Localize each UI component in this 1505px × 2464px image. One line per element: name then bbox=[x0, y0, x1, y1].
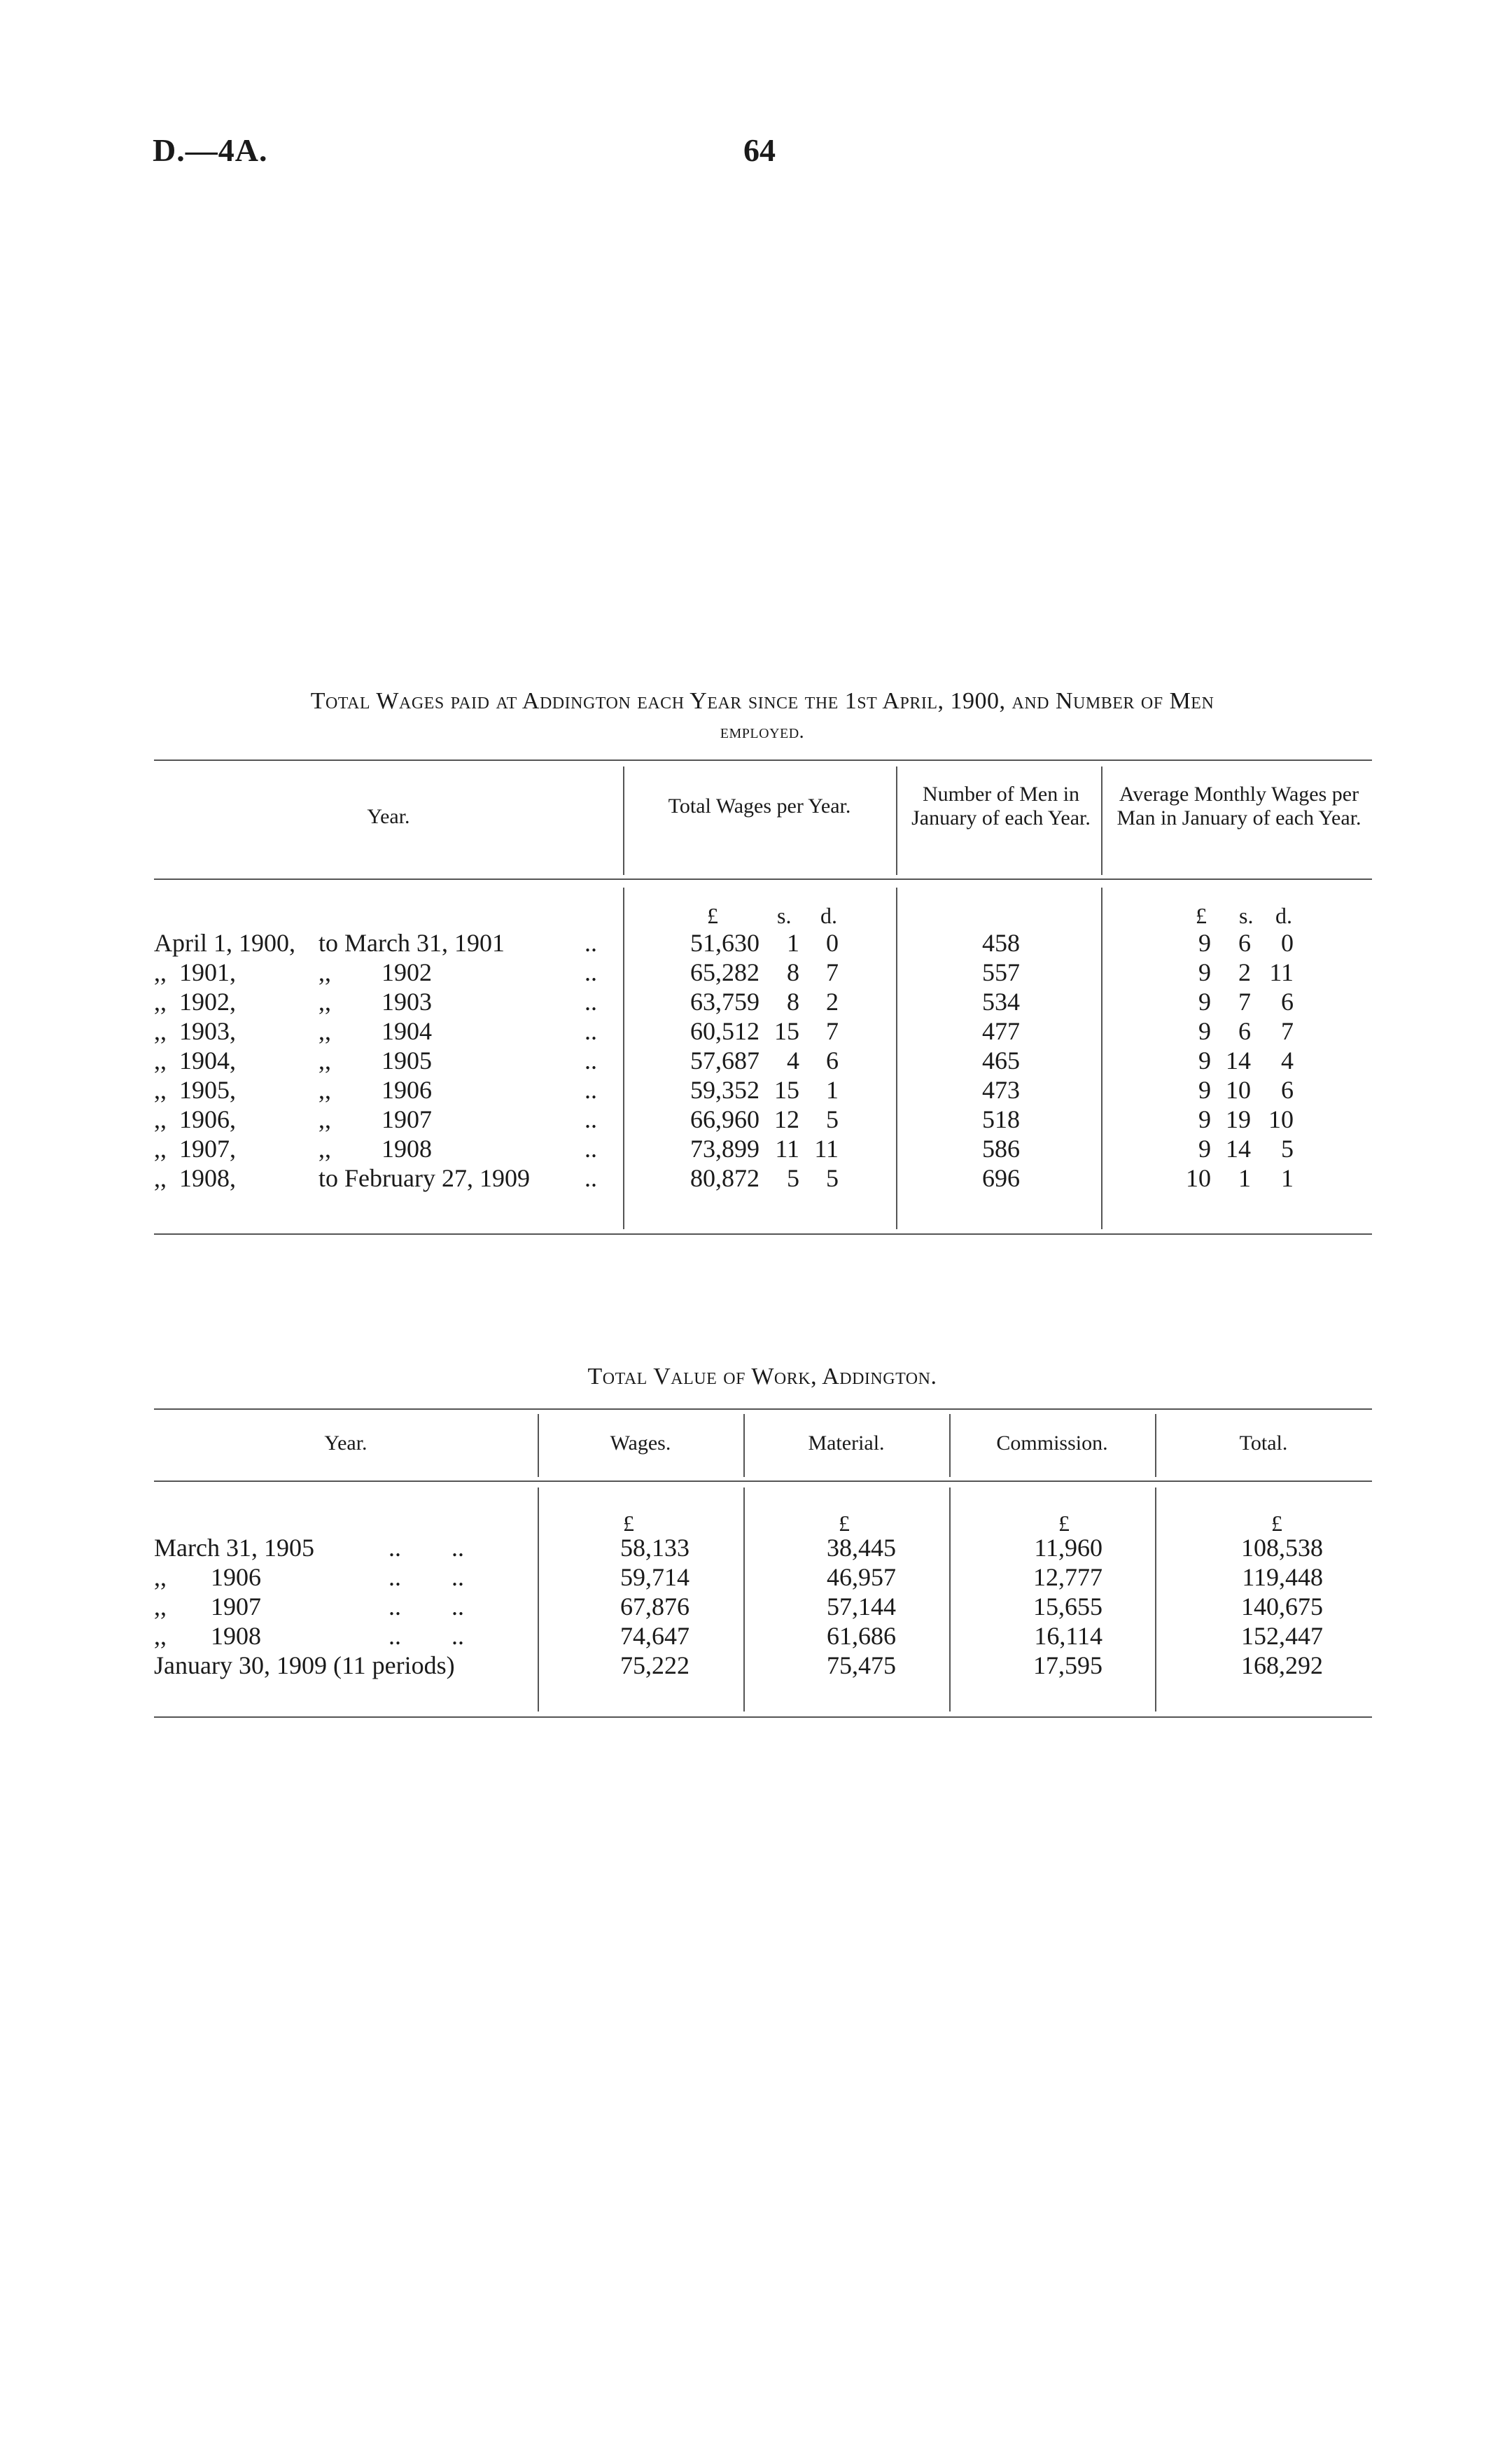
row-avg-shillings: 6 bbox=[1238, 929, 1251, 957]
table1-avg-shilling-unit: s. bbox=[1239, 903, 1254, 928]
row-avg-shillings: 2 bbox=[1238, 958, 1251, 986]
row-wages-shillings: 12 bbox=[774, 1105, 799, 1133]
table2-title: Total Value of Work, Addington. bbox=[587, 1364, 937, 1390]
table1-col-divider-2-body bbox=[896, 888, 897, 1229]
row-material: 57,144 bbox=[827, 1592, 896, 1620]
table1-avg-pound-unit: £ bbox=[1196, 903, 1207, 928]
row-avg-pounds: 9 bbox=[1198, 1105, 1211, 1133]
row-year: January 30, 1909 (11 periods) bbox=[154, 1651, 455, 1679]
row-avg-shillings: 6 bbox=[1238, 1017, 1251, 1045]
row-year-to: ,, 1906 bbox=[318, 1076, 432, 1104]
table1-header-average: Average Monthly Wages per Man in January of each Year. bbox=[1116, 783, 1362, 830]
table1-wages-pence-unit: d. bbox=[820, 903, 837, 928]
document-reference: D.—4A. bbox=[153, 132, 268, 168]
row-avg-pounds: 9 bbox=[1198, 958, 1211, 986]
row-leader-dots: .. .. bbox=[388, 1622, 464, 1650]
row-leader-dots: .. .. bbox=[388, 1592, 464, 1620]
row-leader-dots: .. bbox=[584, 929, 597, 957]
row-leader-dots: .. bbox=[584, 1135, 597, 1163]
row-wages-pence: 11 bbox=[814, 1135, 839, 1163]
table2-col-divider-4-body bbox=[1155, 1488, 1156, 1712]
row-avg-pounds: 10 bbox=[1186, 1164, 1211, 1192]
row-wages-pounds: 60,512 bbox=[690, 1017, 760, 1045]
row-year: ,, 1908 bbox=[154, 1622, 261, 1650]
row-leader-dots: .. bbox=[584, 1017, 597, 1045]
row-year-to: ,, 1904 bbox=[318, 1017, 432, 1045]
table1-col-divider-3-body bbox=[1101, 888, 1102, 1229]
row-total: 168,292 bbox=[1241, 1651, 1323, 1679]
table2-top-rule bbox=[154, 1408, 1372, 1410]
row-avg-pounds: 9 bbox=[1198, 929, 1211, 957]
table2-header-rule bbox=[154, 1480, 1372, 1482]
row-wages-shillings: 1 bbox=[787, 929, 799, 957]
table2-commission-unit: £ bbox=[1058, 1511, 1070, 1536]
row-year-to: ,, 1907 bbox=[318, 1105, 432, 1133]
table1-bottom-rule bbox=[154, 1233, 1372, 1235]
row-total: 108,538 bbox=[1241, 1534, 1323, 1562]
row-avg-pounds: 9 bbox=[1198, 1135, 1211, 1163]
row-wages-shillings: 8 bbox=[787, 988, 799, 1016]
row-men-count: 557 bbox=[982, 958, 1020, 986]
table2-total-unit: £ bbox=[1271, 1511, 1282, 1536]
row-commission: 16,114 bbox=[1034, 1622, 1102, 1650]
row-wages-pounds: 57,687 bbox=[690, 1046, 760, 1074]
row-wages-pounds: 51,630 bbox=[690, 929, 760, 957]
row-wages-pence: 7 bbox=[826, 958, 839, 986]
table2-header-wages: Wages. bbox=[610, 1432, 671, 1455]
row-year: ,, 1906 bbox=[154, 1563, 261, 1591]
row-wages-pounds: 80,872 bbox=[690, 1164, 760, 1192]
row-material: 38,445 bbox=[827, 1534, 896, 1562]
row-wages-pounds: 66,960 bbox=[690, 1105, 760, 1133]
row-year-from: ,, 1903, bbox=[154, 1017, 236, 1045]
row-wages: 74,647 bbox=[620, 1622, 690, 1650]
page-number: 64 bbox=[743, 132, 776, 168]
row-leader-dots: .. bbox=[584, 988, 597, 1016]
table1-col-divider-1-body bbox=[623, 888, 624, 1229]
row-wages: 58,133 bbox=[620, 1534, 690, 1562]
row-year-to: ,, 1903 bbox=[318, 988, 432, 1016]
row-avg-pence: 11 bbox=[1269, 958, 1294, 986]
row-wages: 67,876 bbox=[620, 1592, 690, 1620]
table2-col-divider-3-body bbox=[949, 1488, 951, 1712]
table1-header-rule bbox=[154, 878, 1372, 880]
row-men-count: 534 bbox=[982, 988, 1020, 1016]
row-year-to: ,, 1908 bbox=[318, 1135, 432, 1163]
table2-wages-unit: £ bbox=[623, 1511, 634, 1536]
row-year-from: ,, 1906, bbox=[154, 1105, 236, 1133]
row-wages: 59,714 bbox=[620, 1563, 690, 1591]
row-wages-shillings: 8 bbox=[787, 958, 799, 986]
row-year: March 31, 1905 bbox=[154, 1534, 314, 1562]
row-avg-pence: 10 bbox=[1268, 1105, 1294, 1133]
row-year-from: ,, 1904, bbox=[154, 1046, 236, 1074]
table2-col-divider-2-body bbox=[743, 1488, 745, 1712]
row-year: ,, 1907 bbox=[154, 1592, 261, 1620]
row-year-to: to February 27, 1909 bbox=[318, 1164, 530, 1192]
row-wages-shillings: 5 bbox=[787, 1164, 799, 1192]
table1-col-divider-2 bbox=[896, 766, 897, 875]
row-men-count: 458 bbox=[982, 929, 1020, 957]
row-year-from: ,, 1902, bbox=[154, 988, 236, 1016]
row-men-count: 518 bbox=[982, 1105, 1020, 1133]
row-avg-shillings: 14 bbox=[1226, 1135, 1251, 1163]
table1-header-year: Year. bbox=[367, 805, 410, 828]
table2-header-year: Year. bbox=[324, 1432, 368, 1455]
row-wages-shillings: 15 bbox=[774, 1076, 799, 1104]
row-commission: 15,655 bbox=[1033, 1592, 1102, 1620]
row-avg-pounds: 9 bbox=[1198, 988, 1211, 1016]
table2-header-material: Material. bbox=[808, 1432, 885, 1455]
row-wages-pounds: 73,899 bbox=[690, 1135, 760, 1163]
row-year-from: ,, 1901, bbox=[154, 958, 236, 986]
table1-col-divider-3 bbox=[1101, 766, 1102, 875]
row-total: 119,448 bbox=[1242, 1563, 1323, 1591]
table1-avg-pence-unit: d. bbox=[1275, 903, 1292, 928]
table1-col-divider-1 bbox=[623, 766, 624, 875]
row-leader-dots: .. bbox=[584, 1164, 597, 1192]
row-wages-shillings: 4 bbox=[787, 1046, 799, 1074]
row-men-count: 477 bbox=[982, 1017, 1020, 1045]
row-year-to: to March 31, 1901 bbox=[318, 929, 505, 957]
table2-col-divider-1-body bbox=[538, 1488, 539, 1712]
row-wages-pence: 5 bbox=[826, 1164, 839, 1192]
row-avg-shillings: 19 bbox=[1226, 1105, 1251, 1133]
row-wages: 75,222 bbox=[620, 1651, 690, 1679]
table2-header-commission: Commission. bbox=[996, 1432, 1108, 1455]
row-avg-shillings: 14 bbox=[1226, 1046, 1251, 1074]
table1-top-rule bbox=[154, 760, 1372, 761]
row-avg-shillings: 1 bbox=[1238, 1164, 1251, 1192]
row-avg-pence: 1 bbox=[1281, 1164, 1294, 1192]
table2-material-unit: £ bbox=[839, 1511, 850, 1536]
row-commission: 12,777 bbox=[1033, 1563, 1102, 1591]
row-wages-shillings: 11 bbox=[775, 1135, 799, 1163]
row-year-from: ,, 1907, bbox=[154, 1135, 236, 1163]
row-avg-pence: 7 bbox=[1281, 1017, 1294, 1045]
row-wages-pence: 5 bbox=[826, 1105, 839, 1133]
row-avg-pounds: 9 bbox=[1198, 1076, 1211, 1104]
table2-header-total: Total. bbox=[1239, 1432, 1288, 1455]
row-wages-pence: 7 bbox=[826, 1017, 839, 1045]
row-avg-pounds: 9 bbox=[1198, 1046, 1211, 1074]
row-material: 61,686 bbox=[827, 1622, 896, 1650]
row-commission: 17,595 bbox=[1033, 1651, 1102, 1679]
row-leader-dots: .. bbox=[584, 1076, 597, 1104]
row-year-from: ,, 1908, bbox=[154, 1164, 236, 1192]
row-wages-pounds: 63,759 bbox=[690, 988, 760, 1016]
row-avg-pence: 5 bbox=[1281, 1135, 1294, 1163]
table2-bottom-rule bbox=[154, 1716, 1372, 1718]
row-avg-pence: 6 bbox=[1281, 1076, 1294, 1104]
row-total: 152,447 bbox=[1241, 1622, 1323, 1650]
row-men-count: 696 bbox=[982, 1164, 1020, 1192]
row-wages-pounds: 59,352 bbox=[690, 1076, 760, 1104]
row-wages-pence: 6 bbox=[826, 1046, 839, 1074]
row-year-from: April 1, 1900, bbox=[154, 929, 295, 957]
table1-title-line1: Total Wages paid at Addington each Year since the 1st April, 1900, and Number of Men bbox=[310, 688, 1214, 714]
row-leader-dots: .. bbox=[584, 958, 597, 986]
row-wages-shillings: 15 bbox=[774, 1017, 799, 1045]
table1-title-line2: employed. bbox=[720, 721, 805, 743]
row-avg-pence: 4 bbox=[1281, 1046, 1294, 1074]
row-commission: 11,960 bbox=[1034, 1534, 1102, 1562]
table1-header-wages: Total Wages per Year. bbox=[668, 794, 851, 818]
table1-wages-shilling-unit: s. bbox=[777, 903, 792, 928]
row-leader-dots: .. bbox=[584, 1046, 597, 1074]
row-avg-pounds: 9 bbox=[1198, 1017, 1211, 1045]
row-avg-pence: 0 bbox=[1281, 929, 1294, 957]
row-leader-dots: .. .. bbox=[388, 1563, 464, 1591]
row-leader-dots: .. .. bbox=[388, 1534, 464, 1562]
row-wages-pence: 2 bbox=[826, 988, 839, 1016]
row-avg-shillings: 10 bbox=[1226, 1076, 1251, 1104]
row-year-from: ,, 1905, bbox=[154, 1076, 236, 1104]
row-material: 46,957 bbox=[827, 1563, 896, 1591]
row-wages-pounds: 65,282 bbox=[690, 958, 760, 986]
row-wages-pence: 0 bbox=[826, 929, 839, 957]
row-men-count: 465 bbox=[982, 1046, 1020, 1074]
row-total: 140,675 bbox=[1241, 1592, 1323, 1620]
table1-title bbox=[153, 686, 1372, 748]
row-men-count: 473 bbox=[982, 1076, 1020, 1104]
row-year-to: ,, 1902 bbox=[318, 958, 432, 986]
row-leader-dots: .. bbox=[584, 1105, 597, 1133]
row-men-count: 586 bbox=[982, 1135, 1020, 1163]
row-year-to: ,, 1905 bbox=[318, 1046, 432, 1074]
row-avg-shillings: 7 bbox=[1238, 988, 1251, 1016]
row-avg-pence: 6 bbox=[1281, 988, 1294, 1016]
table1-wages-pound-unit: £ bbox=[707, 903, 718, 928]
row-material: 75,475 bbox=[827, 1651, 896, 1679]
row-wages-pence: 1 bbox=[826, 1076, 839, 1104]
table1-header-men: Number of Men in January of each Year. bbox=[911, 783, 1091, 830]
